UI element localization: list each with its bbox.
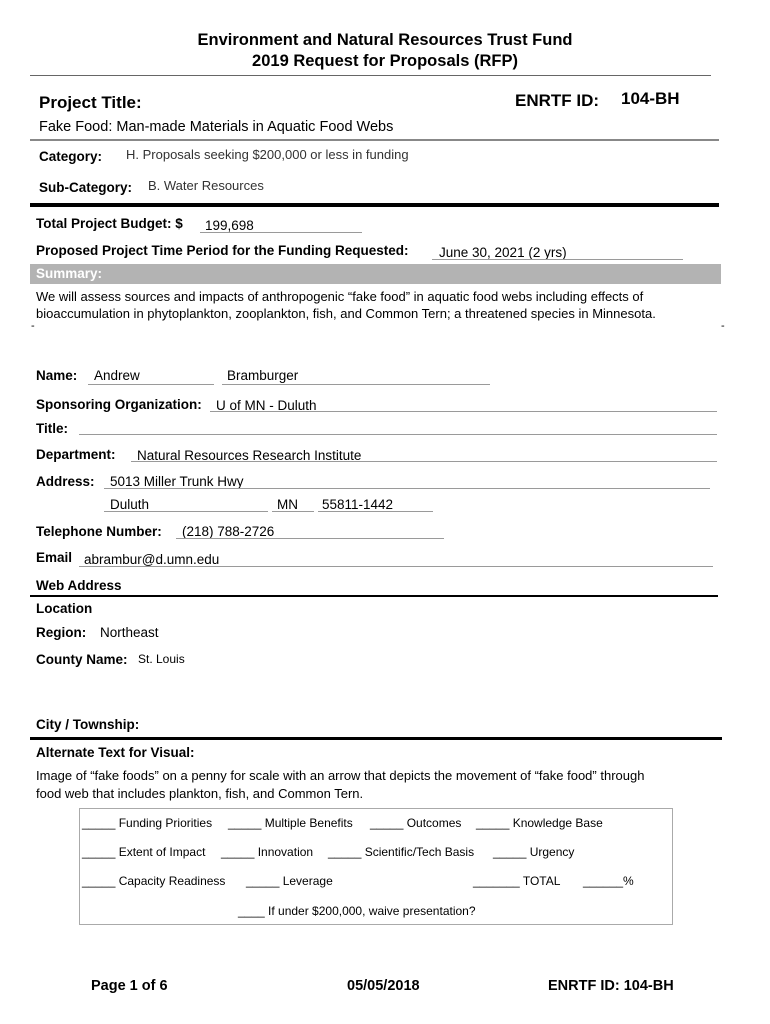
city-value: Duluth <box>110 497 150 512</box>
category-divider <box>30 203 719 207</box>
enrtf-id-value: 104-BH <box>621 89 680 108</box>
subcategory-value: B. Water Resources <box>148 178 264 193</box>
department-label: Department: <box>36 447 116 462</box>
budget-label: Total Project Budget: $ <box>36 216 183 231</box>
alt-text-label: Alternate Text for Visual: <box>36 745 195 760</box>
region-label: Region: <box>36 625 87 640</box>
score-total: _______ TOTAL <box>473 874 561 888</box>
address-label: Address: <box>36 474 95 489</box>
footer-page: Page 1 of 6 <box>91 978 168 994</box>
score-multiple-benefits: _____ Multiple Benefits <box>228 816 353 830</box>
alt-text-line-2: food web that includes plankton, fish, and Common Tern. <box>36 786 364 801</box>
project-title-label: Project Title: <box>39 93 142 112</box>
category-value: H. Proposals seeking $200,000 or less in funding <box>126 147 409 162</box>
last-name-value: Bramburger <box>227 368 299 383</box>
name-label: Name: <box>36 368 78 383</box>
enrtf-id-label: ENRTF ID: <box>515 91 600 110</box>
title-underline <box>79 434 717 435</box>
phone-label: Telephone Number: <box>36 524 162 539</box>
zip-underline <box>318 511 433 512</box>
score-percent: ______% <box>583 874 634 888</box>
zip-value: 55811-1442 <box>322 497 394 512</box>
email-underline <box>79 566 713 567</box>
county-value: St. Louis <box>138 652 185 666</box>
location-divider <box>30 737 722 740</box>
first-name-value: Andrew <box>94 368 140 383</box>
county-label: County Name: <box>36 652 128 667</box>
summary-bar <box>30 264 721 284</box>
state-value: MN <box>277 497 298 512</box>
period-underline <box>432 259 683 260</box>
email-value: abrambur@d.umn.edu <box>84 552 220 567</box>
project-title-value: Fake Food: Man-made Materials in Aquatic Food Webs <box>39 119 394 135</box>
period-label: Proposed Project Time Period for the Funding Requested: <box>36 243 409 258</box>
summary-mark-left: - <box>31 320 35 332</box>
web-address-label: Web Address <box>36 578 122 593</box>
phone-value: (218) 788-2726 <box>182 524 275 539</box>
header-subtitle: 2019 Request for Proposals (RFP) <box>252 52 518 70</box>
score-waive-presentation: ____ If under $200,000, waive presentation? <box>238 904 476 918</box>
budget-underline <box>200 232 362 233</box>
department-underline <box>131 461 717 462</box>
score-outcomes: _____ Outcomes <box>370 816 462 830</box>
footer-date: 05/05/2018 <box>347 978 420 994</box>
first-name-underline <box>88 384 214 385</box>
score-capacity-readiness: _____ Capacity Readiness <box>82 874 226 888</box>
department-value: Natural Resources Research Institute <box>137 448 362 463</box>
header-divider <box>30 75 711 76</box>
budget-value: 199,698 <box>205 218 254 233</box>
score-funding-priorities: _____ Funding Priorities <box>82 816 213 830</box>
city-underline <box>104 511 268 512</box>
address-underline <box>104 488 710 489</box>
state-underline <box>272 511 314 512</box>
summary-mark-right: - <box>721 320 725 332</box>
alt-text-line-1: Image of “fake foods” on a penny for scale with an arrow that depicts the movement of “fake food” through <box>36 768 645 783</box>
score-extent-of-impact: _____ Extent of Impact <box>82 845 206 859</box>
score-scientific-tech-basis: _____ Scientific/Tech Basis <box>328 845 475 859</box>
city-township-label: City / Township: <box>36 717 140 732</box>
email-label: Email <box>36 550 73 565</box>
period-value: June 30, 2021 (2 yrs) <box>439 245 567 260</box>
phone-underline <box>176 538 444 539</box>
sponsoring-org-label: Sponsoring Organization: <box>36 397 202 412</box>
last-name-underline <box>222 384 490 385</box>
subcategory-label: Sub-Category: <box>39 180 133 195</box>
address-line-1: 5013 Miller Trunk Hwy <box>110 474 244 489</box>
web-address-divider <box>30 595 718 597</box>
summary-line-2: bioaccumulation in phytoplankton, zooplankton, fish, and Common Tern; a threatened species in Minnesota. <box>36 306 656 321</box>
title-divider <box>30 139 719 141</box>
summary-label: Summary: <box>36 266 103 281</box>
score-innovation: _____ Innovation <box>221 845 314 859</box>
scoring-box <box>79 808 673 925</box>
location-label: Location <box>36 601 93 616</box>
footer-enrtf-id: ENRTF ID: 104-BH <box>548 978 674 994</box>
header-title: Environment and Natural Resources Trust Fund <box>197 31 573 49</box>
title-label: Title: <box>36 421 69 436</box>
score-urgency: _____ Urgency <box>493 845 575 859</box>
sponsoring-org-underline <box>210 411 717 412</box>
region-value: Northeast <box>100 625 159 640</box>
sponsoring-org-value: U of MN - Duluth <box>216 398 317 413</box>
score-knowledge-base: _____ Knowledge Base <box>476 816 603 830</box>
category-label: Category: <box>39 149 103 164</box>
summary-line-1: We will assess sources and impacts of anthropogenic “fake food” in aquatic food webs including effects of <box>36 289 644 304</box>
score-leverage: _____ Leverage <box>246 874 333 888</box>
